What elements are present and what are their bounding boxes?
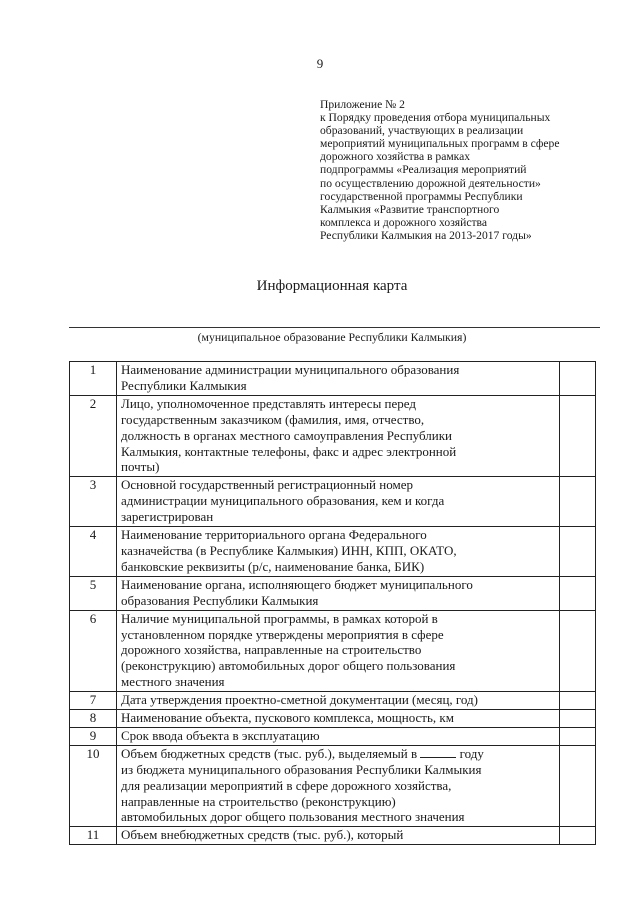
row-label: Объем внебюджетных средств (тыс. руб.), который [117, 827, 560, 845]
appendix-line: мероприятий муниципальных программ в сфере [320, 137, 560, 151]
row-number: 2 [70, 395, 117, 477]
table-row [70, 477, 596, 527]
row-number: 3 [70, 477, 117, 527]
table-row [70, 692, 596, 710]
row-value-cell [560, 827, 596, 845]
table-row [70, 827, 596, 845]
row-number: 11 [70, 827, 117, 845]
appendix-line: к Порядку проведения отбора муниципальных [320, 111, 551, 125]
row-label-end: году из бюджета муниципального образования Республики Калмыкия для реализации мероприятий в сфере дорожного хозяйства, направленные на строительство (реконструкцию) автомобильных дорог общего пользования местного значения [121, 745, 484, 825]
row-value-cell [560, 362, 596, 396]
row-value-cell [560, 477, 596, 527]
row-value-cell [560, 710, 596, 728]
appendix-line: образований, участвующих в реализации [320, 124, 524, 138]
row-number: 9 [70, 727, 117, 745]
row-label: Срок ввода объекта в эксплуатацию [117, 727, 560, 745]
row-label: Наименование органа, исполняющего бюджет муниципального образования Республики Калмыкия [117, 576, 560, 610]
municipality-fill-line [69, 327, 600, 328]
table-row [70, 710, 596, 728]
document-title: Информационная карта [256, 278, 408, 294]
row-value-cell [560, 395, 596, 477]
table-row [70, 395, 596, 477]
row-number: 6 [70, 610, 117, 692]
row-label-start: Объем бюджетных средств (тыс. руб.), выделяемый в [121, 745, 418, 761]
row-number: 10 [70, 745, 117, 827]
row-value-cell [560, 527, 596, 577]
appendix-line: комплекса и дорожного хозяйства [320, 215, 487, 229]
row-value-cell [560, 727, 596, 745]
row-value-cell [560, 692, 596, 710]
row-number: 4 [70, 527, 117, 577]
appendix-line: Республики Калмыкия на 2013-2017 годы» [320, 228, 532, 242]
appendix-line: по осуществлению дорожной деятельности» [320, 176, 541, 190]
year-blank-line [420, 747, 456, 758]
row-label: Наименование территориального органа Федерального казначейства (в Республике Калмыкия) ИНН, КПП, ОКАТО, банковские реквизиты (р/с, наименование банка, БИК) [117, 527, 560, 577]
row-number: 8 [70, 710, 117, 728]
table-row [70, 610, 596, 692]
appendix-line: Калмыкия «Развитие транспортного [320, 202, 500, 216]
table-row [70, 527, 596, 577]
information-table [69, 361, 596, 845]
row-label: Дата утверждения проектно-сметной документации (месяц, год) [117, 692, 560, 710]
table-row [70, 745, 596, 827]
row-label: Основной государственный регистрационный номер администрации муниципального образования, кем и когда зарегистрирован [117, 477, 560, 527]
row-value-cell [560, 745, 596, 827]
appendix-header [320, 98, 610, 242]
appendix-line: дорожного хозяйства в рамках [320, 150, 471, 164]
row-number: 1 [70, 362, 117, 396]
appendix-line: подпрограммы «Реализация мероприятий [320, 163, 527, 177]
municipality-caption: (муниципальное образование Республики Калмыкия) [197, 330, 467, 344]
row-label [117, 745, 560, 827]
row-value-cell [560, 576, 596, 610]
table-row [70, 362, 596, 396]
row-label: Наличие муниципальной программы, в рамках которой в установленном порядке утверждены мероприятия в сфере дорожного хозяйства, направленные на строительство (реконструкцию) автомобильных дорог общего пользования местного значения [117, 610, 560, 692]
appendix-line: государственной программы Республики [320, 189, 523, 203]
row-number: 5 [70, 576, 117, 610]
row-number: 7 [70, 692, 117, 710]
row-value-cell [560, 610, 596, 692]
row-label: Лицо, уполномоченное представлять интересы перед государственным заказчиком (фамилия, имя, отчество, должность в органах местного самоуправления Республики Калмыкия, контактные телефоны, факс и адрес электронной почты) [117, 395, 560, 477]
row-label: Наименование объекта, пускового комплекса, мощность, км [117, 710, 560, 728]
row-label: Наименование администрации муниципального образования Республики Калмыкия [117, 362, 560, 396]
page-number: 9 [316, 56, 324, 71]
appendix-line: Приложение № 2 [320, 98, 405, 111]
table-row [70, 727, 596, 745]
table-row [70, 576, 596, 610]
